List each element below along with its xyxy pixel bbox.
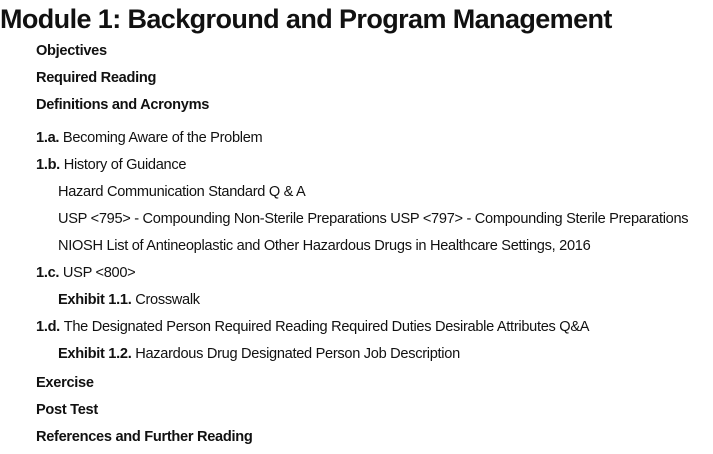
- exhibit-number: Exhibit 1.2.: [58, 346, 136, 362]
- outline-subitem-usp[interactable]: [58, 209, 688, 229]
- outline-item-required-reading[interactable]: [36, 68, 156, 88]
- section-number: 1.a.: [36, 130, 63, 146]
- section-number: 1.d.: [36, 319, 64, 335]
- outline-item-1d[interactable]: [36, 317, 589, 337]
- required-reading-link[interactable]: Required Reading: [36, 70, 157, 86]
- exercise-link[interactable]: Exercise: [36, 375, 94, 391]
- page-title: Module 1: Background and Program Management: [0, 4, 612, 34]
- exhibit-number: Exhibit 1.1.: [58, 292, 136, 308]
- outline-item-1a[interactable]: [36, 128, 262, 148]
- section-1d-link[interactable]: The Designated Person Required Reading Required Duties Desirable Attributes Q&A: [63, 319, 590, 335]
- post-test-link[interactable]: Post Test: [36, 402, 98, 418]
- section-number: 1.c.: [36, 265, 63, 281]
- section-1a-link[interactable]: Becoming Aware of the Problem: [62, 130, 263, 146]
- objectives-link[interactable]: Objectives: [36, 43, 107, 59]
- outline-exhibit-1-2[interactable]: [58, 344, 460, 364]
- crosswalk-link[interactable]: Crosswalk: [135, 292, 200, 308]
- section-number: 1.b.: [36, 157, 64, 173]
- outline-item-references[interactable]: [36, 427, 252, 447]
- outline-item-post-test[interactable]: [36, 400, 98, 420]
- section-1b-link[interactable]: History of Guidance: [63, 157, 187, 173]
- outline-subitem-niosh[interactable]: [58, 236, 590, 256]
- outline-exhibit-1-1[interactable]: [58, 290, 200, 310]
- usp-795-797-link[interactable]: USP <795> - Compounding Non-Sterile Preparations USP <797> - Compounding Sterile Preparations: [58, 211, 689, 227]
- outline-subitem-hazcom[interactable]: [58, 182, 305, 202]
- section-1c-link[interactable]: USP <800>: [62, 265, 136, 281]
- outline-item-1b[interactable]: [36, 155, 186, 175]
- niosh-list-link[interactable]: NIOSH List of Antineoplastic and Other Hazardous Drugs in Healthcare Settings, 2016: [58, 238, 591, 254]
- job-description-link[interactable]: Hazardous Drug Designated Person Job Description: [135, 346, 460, 362]
- references-link[interactable]: References and Further Reading: [36, 429, 253, 445]
- outline-item-objectives[interactable]: [36, 41, 107, 61]
- hazcom-link[interactable]: Hazard Communication Standard Q & A: [58, 184, 306, 200]
- definitions-link[interactable]: Definitions and Acronyms: [36, 97, 210, 113]
- outline-item-exercise[interactable]: [36, 373, 94, 393]
- outline-item-1c[interactable]: [36, 263, 135, 283]
- outline-item-definitions[interactable]: [36, 95, 209, 115]
